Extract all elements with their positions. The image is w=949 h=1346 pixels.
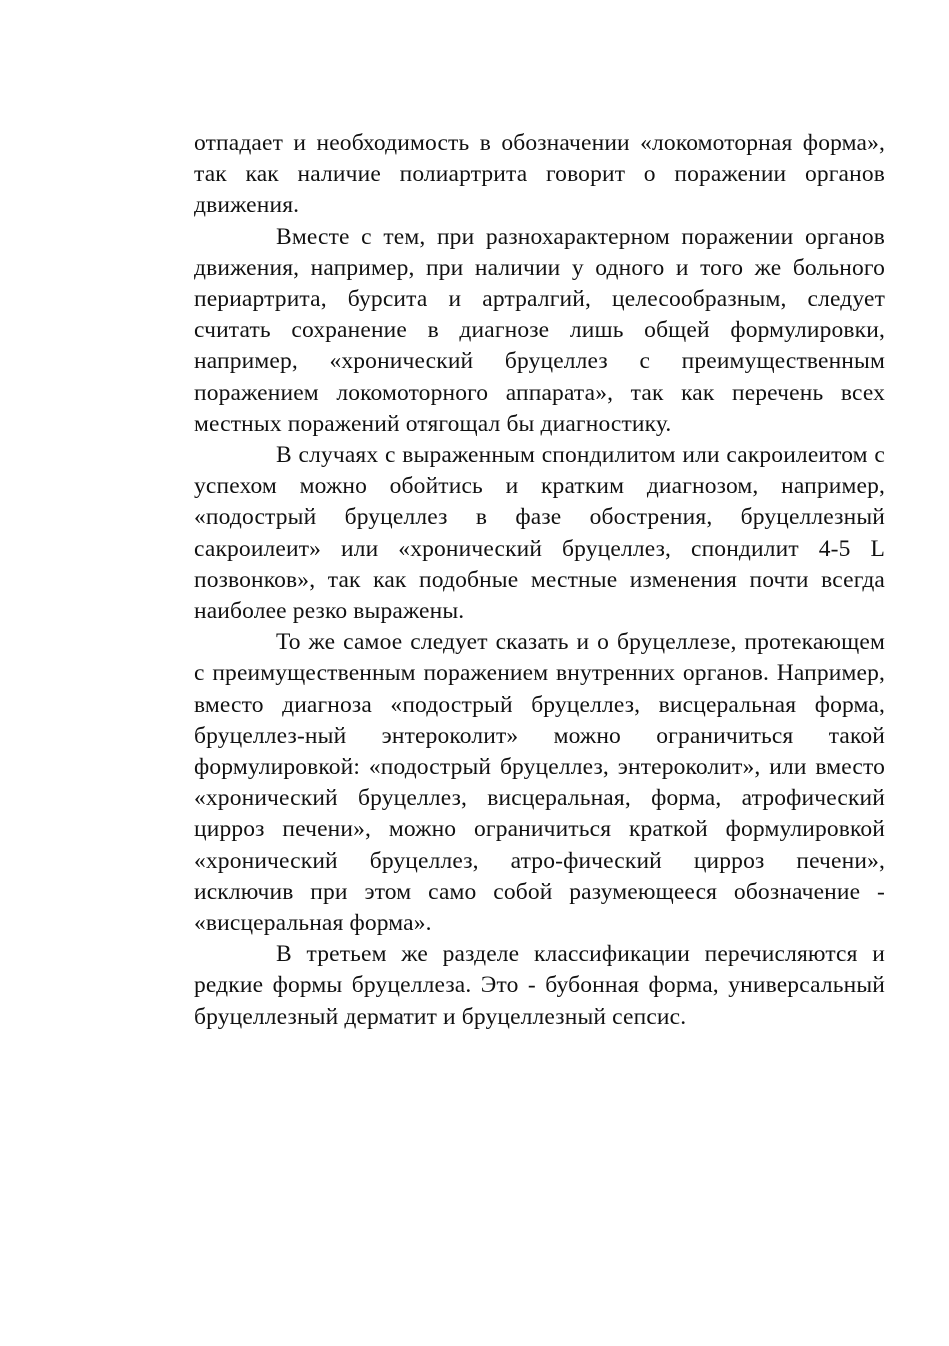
paragraph-continuation: отпадает и необходимость в обозначении «локомоторная форма», так как наличие полиартрита говорит о поражении органов движения. xyxy=(194,130,885,219)
paragraph-spondylitis: В случаях с выраженным спондилитом или сакроилеитом с успехом можно обойтись и кратким диагнозом, например, «подострый бруцеллез в фазе обострения, бруцеллезный сакроилеит» или «хронический бруцеллез, спондилит 4-5 L позвонков», так как подобные местные изменения почти всегда наиболее резко выражены. xyxy=(194,442,885,625)
body-text xyxy=(194,128,885,1033)
paragraph-internal-organs: То же самое следует сказать и о бруцеллезе, протекающем с преимущественным поражением внутренних органов. Например, вместо диагноза «подострый бруцеллез, висцеральная форма, бруцеллез-ный энтероколит» можно ограничиться такой формулировкой: «подострый бруцеллез, энтероколит», или вместо «хронический бруцеллез, висцеральная, форма, атрофический цирроз печени», можно ограничиться краткой формулировкой «хронический бруцеллез, атро-фический цирроз печени», исключив при этом само собой разумеющееся обозначение - «висцеральная форма». xyxy=(194,629,885,937)
paragraph-organs-of-movement: Вместе с тем, при разнохарактерном поражении органов движения, например, при наличии у одного и того же больного периартрита, бурсита и артралгий, целесообразным, следует считать сохранение в диагнозе лишь общей формулировки, например, «хронический бруцеллез с преимущественным поражением локомоторного аппарата», так как перечень всех местных поражений отягощал бы диагностику. xyxy=(194,223,885,437)
paragraph-rare-forms: В третьем же разделе классификации перечисляются и редкие формы бруцеллеза. Это - бубонная форма, универсальный бруцеллезный дерматит и бруцеллезный сепсис. xyxy=(194,941,885,1030)
